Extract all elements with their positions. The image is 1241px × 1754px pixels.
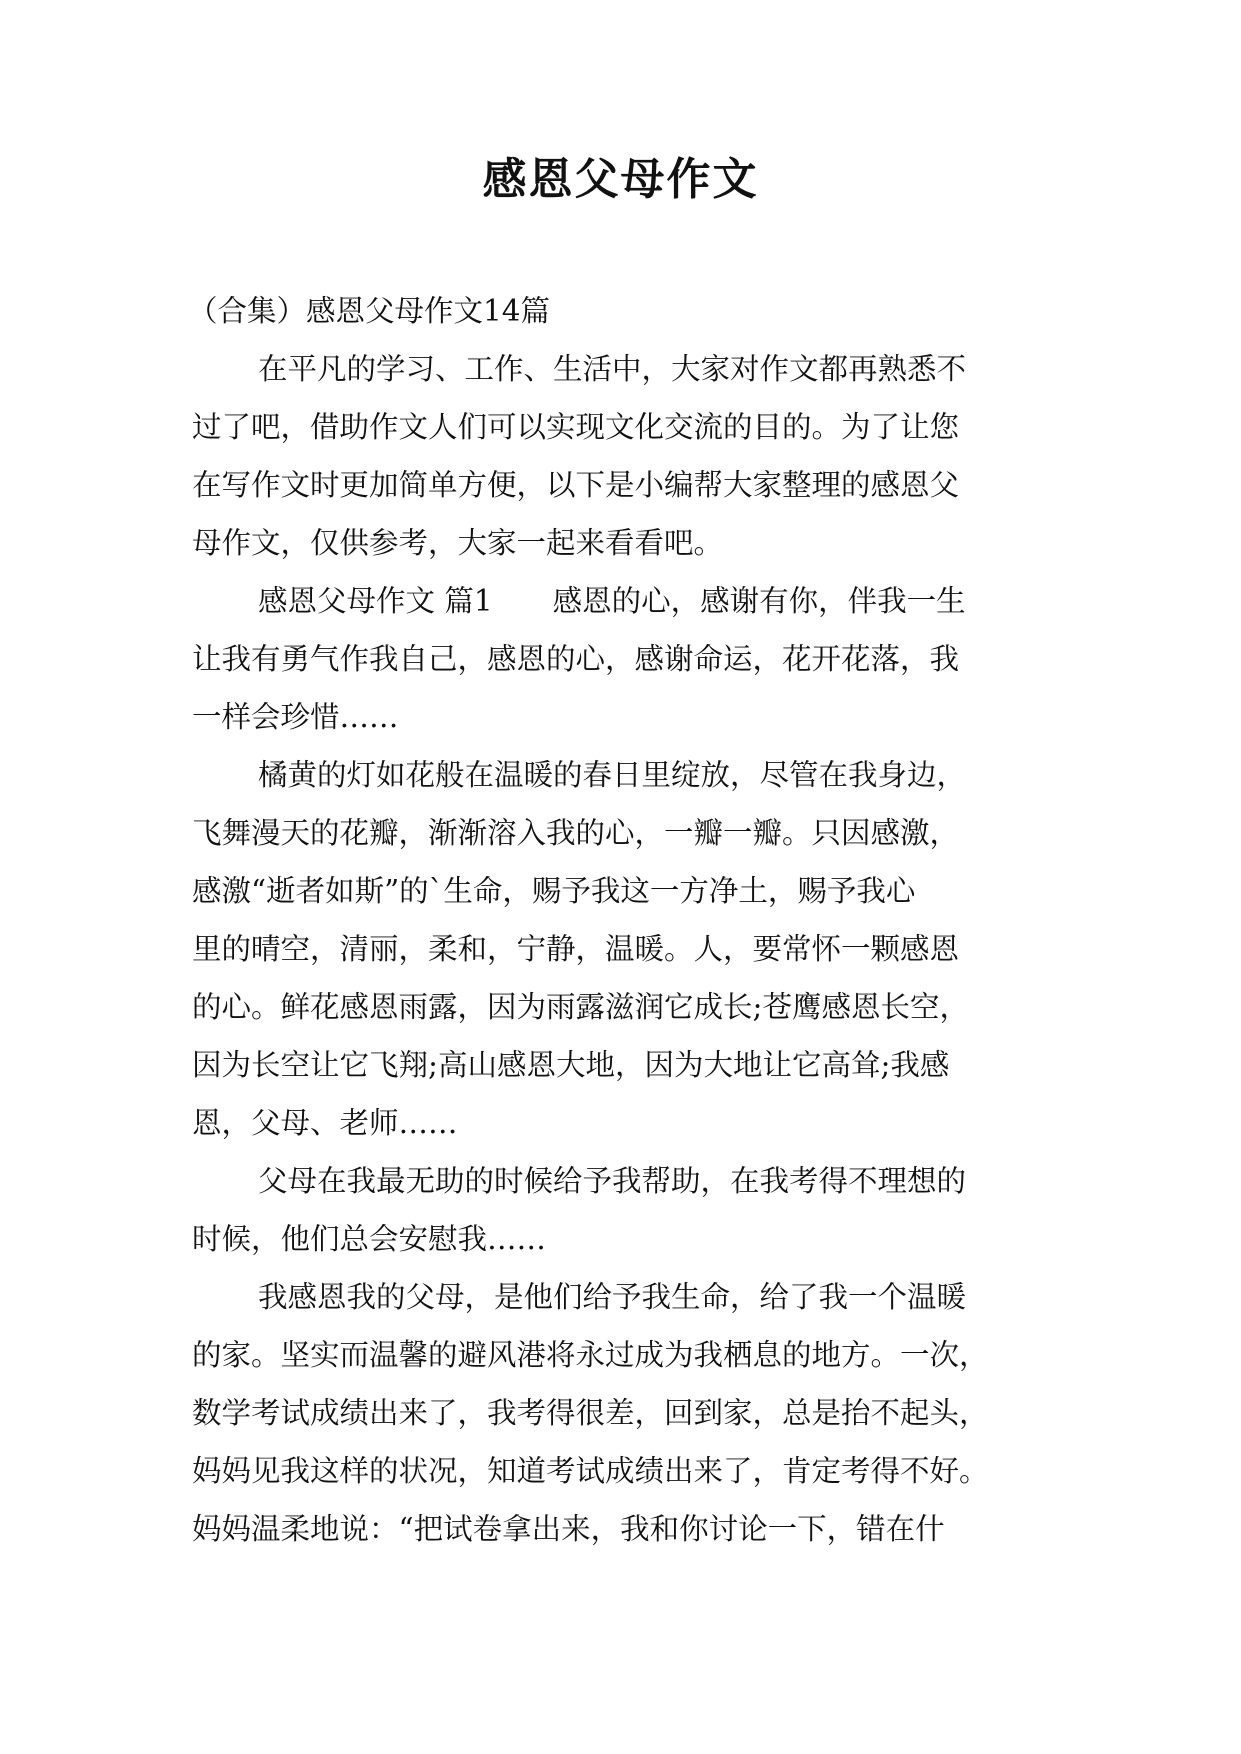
paragraph-line: 感激“逝者如斯”的`生命，赐予我这一方净土，赐予我心 xyxy=(192,874,916,908)
paragraph-line: 我感恩我的父母，是他们给予我生命，给了我一个温暖 xyxy=(258,1280,967,1314)
intro-line: 母作文，仅供参考，大家一起来看看吧。 xyxy=(192,526,724,560)
intro-line: 在平凡的学习、工作、生活中，大家对作文都再熟悉不 xyxy=(258,352,967,386)
document-title: 感恩父母作文 xyxy=(482,154,759,205)
intro-line: 在写作文时更加简单方便，以下是小编帮大家整理的感恩父 xyxy=(192,468,960,502)
section-line: 感恩的心，感谢有你，伴我一生 xyxy=(552,584,966,618)
paragraph-line: 时候，他们总会安慰我…… xyxy=(192,1222,547,1256)
paragraph-line: 的心。鲜花感恩雨露，因为雨露滋润它成长;苍鹰感恩长空， xyxy=(192,990,969,1024)
section-line: 一样会珍惜…… xyxy=(192,700,399,734)
paragraph-line: 里的晴空，清丽，柔和，宁静，温暖。人，要常怀一颗感恩 xyxy=(192,932,960,966)
section-heading-line xyxy=(192,572,1057,630)
document-body xyxy=(188,282,1057,1558)
paragraph-line: 妈妈温柔地说：“把试卷拿出来，我和你讨论一下，错在什 xyxy=(192,1512,945,1546)
paragraph-line: 恩，父母、老师…… xyxy=(192,1106,458,1140)
paragraph-line: 妈妈见我这样的状况，知道考试成绩出来了，肯定考得不好。 xyxy=(192,1454,989,1488)
section-line: 让我有勇气作我自己，感恩的心，感谢命运，花开花落，我 xyxy=(192,642,960,676)
paragraph-line: 因为长空让它飞翔;高山感恩大地，因为大地让它高耸;我感 xyxy=(192,1048,950,1082)
paragraph-line: 的家。坚实而温馨的避风港将永过成为我栖息的地方。一次， xyxy=(192,1338,989,1372)
paragraph-line: 橘黄的灯如花般在温暖的春日里绽放，尽管在我身边， xyxy=(258,758,967,792)
section-heading: 感恩父母作文 篇1 xyxy=(258,584,493,618)
document-subtitle: （合集）感恩父母作文14篇 xyxy=(188,294,551,328)
intro-line: 过了吧，借助作文人们可以实现文化交流的目的。为了让您 xyxy=(192,410,960,444)
paragraph-line: 父母在我最无助的时候给予我帮助，在我考得不理想的 xyxy=(258,1164,967,1198)
paragraph-line: 数学考试成绩出来了，我考得很差，回到家，总是抬不起头， xyxy=(192,1396,989,1430)
paragraph-line: 飞舞漫天的花瓣，渐渐溶入我的心，一瓣一瓣。只因感激， xyxy=(192,816,960,850)
